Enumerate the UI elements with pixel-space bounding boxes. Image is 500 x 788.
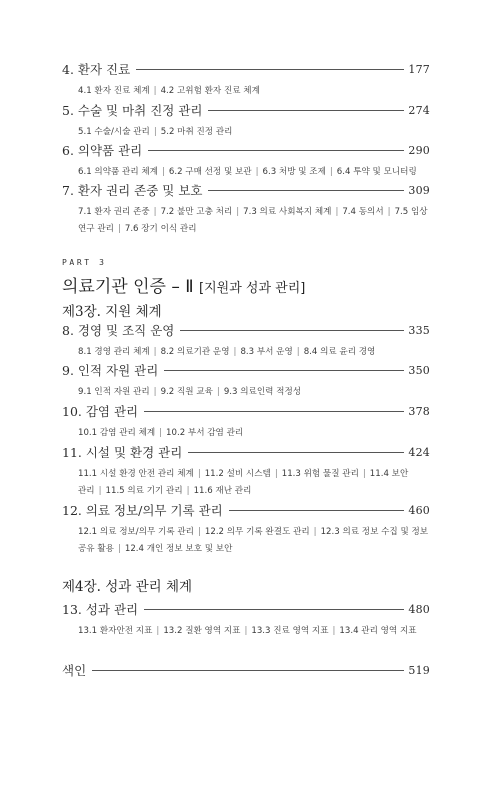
separator: | xyxy=(156,626,160,636)
subsection: 11.5 의료 기기 관리 xyxy=(105,486,183,496)
section-title: 12. 의료 정보/의무 기록 관리 xyxy=(62,503,223,518)
subsection: 12.1 의료 정보/의무 기록 관리 xyxy=(78,527,194,537)
subsection: 8.2 의료기관 운영 xyxy=(160,347,230,357)
page-number: 460 xyxy=(408,503,430,517)
subsection: 9.3 의료인력 적정성 xyxy=(223,387,302,397)
section-title: 5. 수술 및 마취 진정 관리 xyxy=(62,103,203,118)
subsection: 6.1 의약품 관리 체계 xyxy=(78,167,158,177)
separator: | xyxy=(153,207,157,217)
subsection: 11.3 위험 물질 관리 xyxy=(281,469,359,479)
separator: | xyxy=(244,626,248,636)
subsection: 8.4 의료 윤리 경영 xyxy=(303,347,376,357)
leader-line xyxy=(164,370,404,371)
toc-entry-7[interactable] xyxy=(62,181,430,238)
subsection: 6.3 처방 및 조제 xyxy=(262,167,326,177)
separator: | xyxy=(161,167,165,177)
page-number: 424 xyxy=(408,445,430,459)
chapter-3-title[interactable]: 제3장. 지원 체계 xyxy=(62,304,162,320)
toc-entry-9[interactable] xyxy=(62,361,430,401)
part-label: PART 3 xyxy=(62,258,107,267)
subsection: 7.5 임상 연구 관리 xyxy=(78,207,428,234)
toc-entry-index[interactable] xyxy=(62,661,430,679)
subsection-list xyxy=(78,124,430,141)
toc-entry-10[interactable] xyxy=(62,402,430,442)
separator: | xyxy=(117,224,121,234)
page-number: 177 xyxy=(408,62,430,76)
subsection: 13.3 진료 영역 지표 xyxy=(251,626,329,636)
separator: | xyxy=(153,86,157,96)
section-title: 11. 시설 및 환경 관리 xyxy=(62,445,183,460)
subsection: 10.1 감염 관리 체계 xyxy=(78,428,156,438)
leader-line xyxy=(92,670,404,671)
separator: | xyxy=(197,469,201,479)
subsection-list xyxy=(78,623,430,640)
subsection: 12.2 의무 기록 완결도 관리 xyxy=(204,527,310,537)
subsection: 7.6 장기 이식 관리 xyxy=(124,224,197,234)
toc-entry-8[interactable] xyxy=(62,321,430,361)
leader-line xyxy=(136,69,404,70)
leader-line xyxy=(188,452,404,453)
separator: | xyxy=(216,387,220,397)
separator: | xyxy=(233,347,237,357)
subsection: 4.2 고위험 환자 진료 체계 xyxy=(160,86,260,96)
subsection: 7.2 불만 고충 처리 xyxy=(160,207,233,217)
subsection: 6.2 구매 선정 및 보관 xyxy=(168,167,252,177)
section-title: 8. 경영 및 조직 운영 xyxy=(62,323,175,338)
separator: | xyxy=(197,527,201,537)
separator: | xyxy=(274,469,278,479)
subsection: 13.1 환자안전 지표 xyxy=(78,626,153,636)
subsection: 8.1 경영 관리 체계 xyxy=(78,347,150,357)
separator: | xyxy=(296,347,300,357)
separator: | xyxy=(362,469,366,479)
index-title: 색인 xyxy=(62,663,87,678)
subsection-list xyxy=(78,164,430,181)
subsection-list xyxy=(78,204,430,238)
toc-entry-13[interactable] xyxy=(62,600,430,640)
page-number: 480 xyxy=(408,602,430,616)
separator: | xyxy=(335,207,339,217)
subsection-list xyxy=(78,384,430,401)
subsection: 12.4 개인 정보 보호 및 보안 xyxy=(124,544,233,554)
separator: | xyxy=(186,486,190,496)
page-number: 274 xyxy=(408,103,430,117)
subsection: 13.4 관리 영역 지표 xyxy=(339,626,417,636)
subsection: 7.1 환자 권리 존중 xyxy=(78,207,150,217)
subsection: 11.2 설비 시스템 xyxy=(204,469,271,479)
subsection-list xyxy=(78,425,430,442)
section-title: 6. 의약품 관리 xyxy=(62,143,143,158)
toc-entry-12[interactable] xyxy=(62,501,430,558)
toc-entry-11[interactable] xyxy=(62,443,430,500)
leader-line xyxy=(144,411,404,412)
leader-line xyxy=(180,330,404,331)
page-number: 309 xyxy=(408,183,430,197)
subsection-list xyxy=(78,524,430,558)
subsection: 10.2 부서 감염 관리 xyxy=(166,428,244,438)
page-number: 519 xyxy=(408,663,430,677)
leader-line xyxy=(208,190,404,191)
part-subtitle: [지원과 성과 관리] xyxy=(199,281,306,296)
subsection: 9.2 직원 교육 xyxy=(160,387,213,397)
separator: | xyxy=(98,486,102,496)
separator: | xyxy=(329,167,333,177)
section-title: 4. 환자 진료 xyxy=(62,62,131,77)
subsection: 12.3 의료 정보 수집 및 정보 공유 활용 xyxy=(78,527,429,554)
subsection: 8.3 부서 운영 xyxy=(240,347,293,357)
subsection-list xyxy=(78,466,430,500)
page-number: 290 xyxy=(408,143,430,157)
toc-entry-5[interactable] xyxy=(62,101,430,141)
subsection: 11.6 재난 관리 xyxy=(193,486,252,496)
subsection: 6.4 투약 및 모니터링 xyxy=(336,167,417,177)
leader-line xyxy=(144,609,404,610)
subsection: 9.1 인적 자원 관리 xyxy=(78,387,150,397)
subsection: 7.4 동의서 xyxy=(342,207,384,217)
leader-line xyxy=(229,510,405,511)
separator: | xyxy=(153,127,157,137)
subsection-list xyxy=(78,344,430,361)
page-number: 378 xyxy=(408,404,430,418)
separator: | xyxy=(159,428,163,438)
separator: | xyxy=(153,387,157,397)
separator: | xyxy=(255,167,259,177)
leader-line xyxy=(148,150,404,151)
separator: | xyxy=(387,207,391,217)
subsection: 7.3 의료 사회복지 체계 xyxy=(243,207,332,217)
subsection: 13.2 질환 영역 지표 xyxy=(163,626,241,636)
subsection: 11.1 시설 환경 안전 관리 체계 xyxy=(78,469,194,479)
part-title xyxy=(62,272,305,297)
separator: | xyxy=(153,347,157,357)
section-title: 9. 인적 자원 관리 xyxy=(62,363,159,378)
leader-line xyxy=(208,110,404,111)
page-number: 350 xyxy=(408,363,430,377)
section-title: 7. 환자 권리 존중 및 보호 xyxy=(62,183,203,198)
separator: | xyxy=(332,626,336,636)
part-title-main: 의료기관 인증 – Ⅱ xyxy=(62,277,194,297)
subsection: 5.2 마취 진정 관리 xyxy=(160,127,233,137)
separator: | xyxy=(236,207,240,217)
separator: | xyxy=(117,544,121,554)
page-number: 335 xyxy=(408,323,430,337)
separator: | xyxy=(313,527,317,537)
toc-entry-4[interactable] xyxy=(62,60,430,100)
toc-entry-6[interactable] xyxy=(62,141,430,181)
subsection: 5.1 수술/시술 관리 xyxy=(78,127,150,137)
section-title: 13. 성과 관리 xyxy=(62,602,139,617)
chapter-4-title[interactable]: 제4장. 성과 관리 체계 xyxy=(62,579,193,595)
subsection: 11.4 보안 관리 xyxy=(78,469,409,496)
subsection-list xyxy=(78,83,430,100)
subsection: 4.1 환자 진료 체계 xyxy=(78,86,150,96)
section-title: 10. 감염 관리 xyxy=(62,404,139,419)
